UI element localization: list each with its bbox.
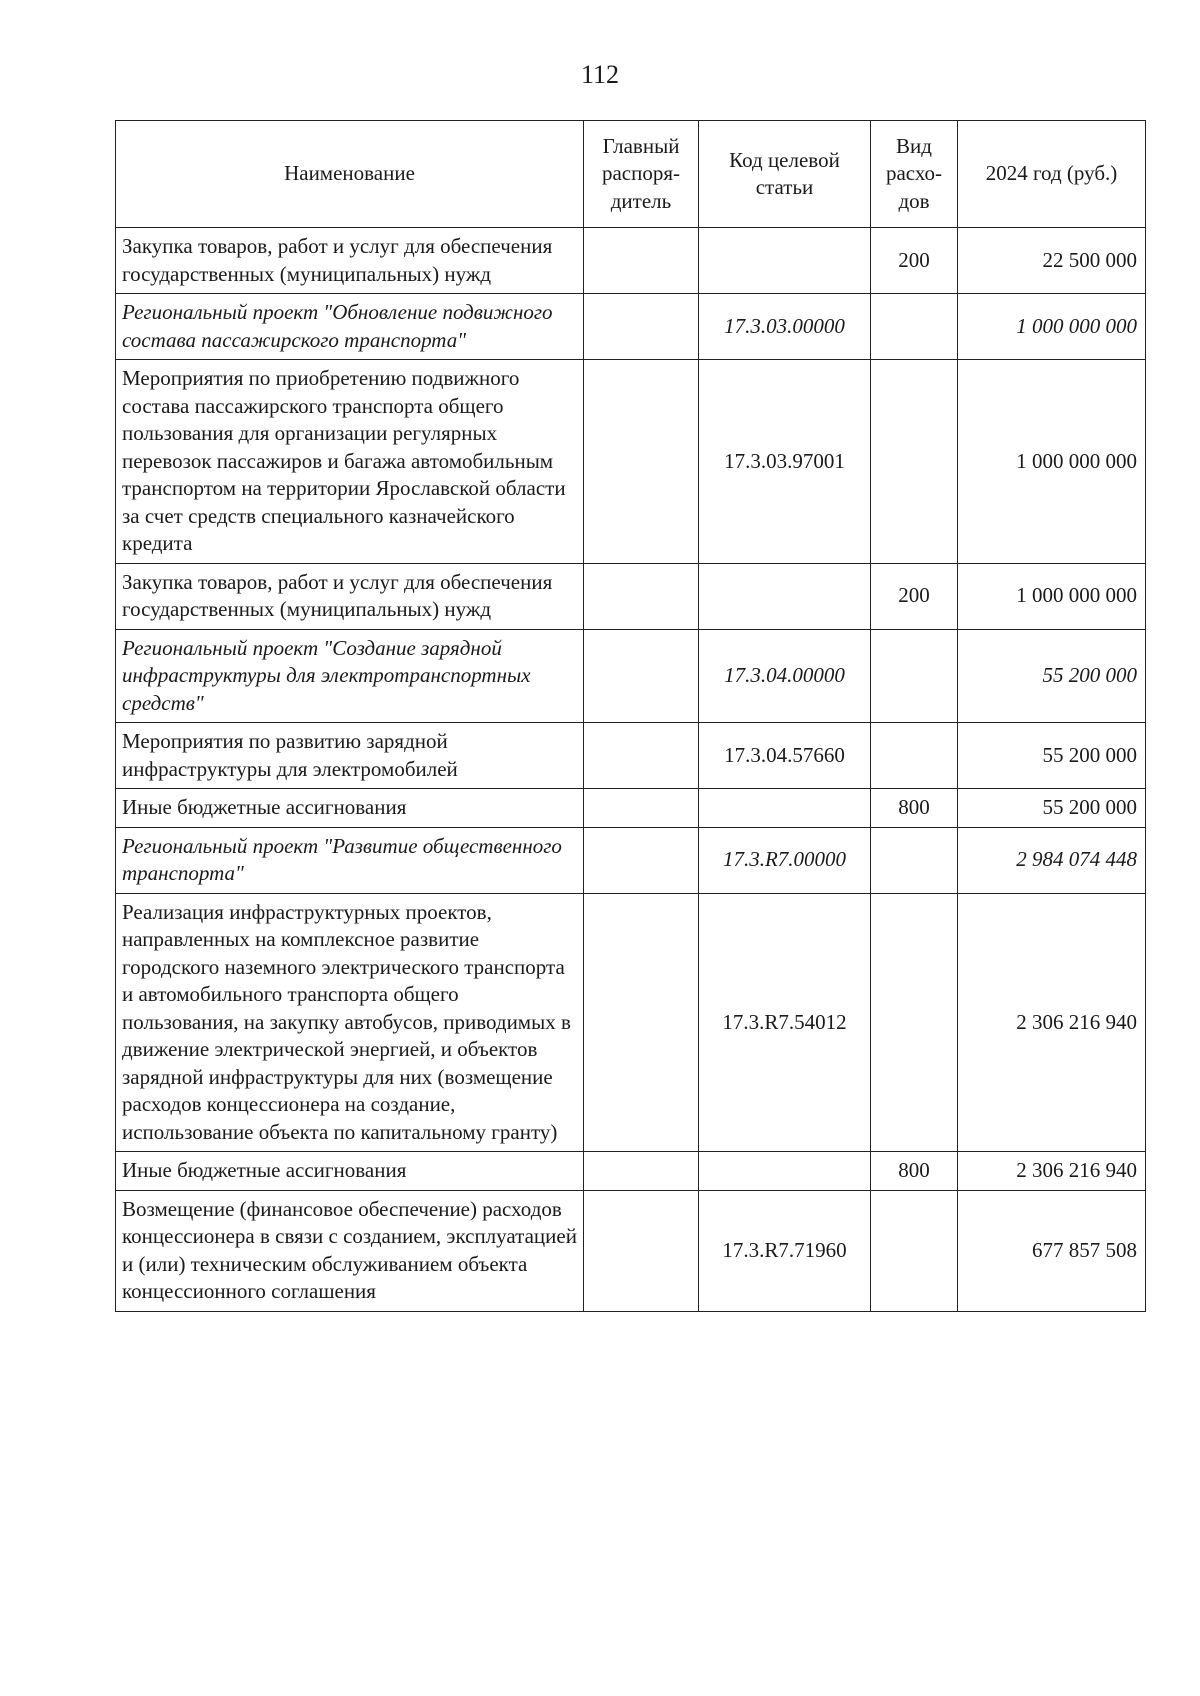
header-expense-type: Вид расхо-дов [871,121,958,228]
table-row [116,563,1146,629]
table-row [116,360,1146,564]
table-header-row [116,121,1146,228]
row-name: Закупка товаров, работ и услуг для обеспечения государственных (муниципальных) нужд [116,228,584,294]
row-main-manager [584,360,699,564]
row-expense-type: 800 [871,789,958,828]
row-main-manager [584,629,699,723]
row-target-code [699,1152,871,1191]
budget-table [115,120,1146,1312]
table-row [116,629,1146,723]
row-name: Мероприятия по развитию зарядной инфраструктуры для электромобилей [116,723,584,789]
table-row [116,228,1146,294]
row-name: Реализация инфраструктурных проектов, направленных на комплексное развитие городского наземного электрического транспорта и автомобильного транспорта общего пользования, на закупку автобусов, приводимых в движение электрической энергией, и объектов зарядной инфраструктуры для них (возмещение расходов концессионера на создание, использование объекта по капитальному гранту) [116,893,584,1152]
row-target-code [699,789,871,828]
row-name: Иные бюджетные ассигнования [116,1152,584,1191]
row-name: Региональный проект "Создание зарядной инфраструктуры для электротранспортных средств" [116,629,584,723]
row-name: Региональный проект "Обновление подвижного состава пассажирского транспорта" [116,294,584,360]
row-amount: 22 500 000 [958,228,1146,294]
row-main-manager [584,827,699,893]
row-main-manager [584,1152,699,1191]
row-amount: 55 200 000 [958,723,1146,789]
row-expense-type: 200 [871,228,958,294]
page-number: 112 [580,60,620,89]
header-main-manager: Главный распоря-дитель [584,121,699,228]
header-target-code: Код целевой статьи [699,121,871,228]
table-row [116,1190,1146,1311]
row-expense-type: 800 [871,1152,958,1191]
table-row [116,1152,1146,1191]
row-expense-type: 200 [871,563,958,629]
row-target-code: 17.3.04.00000 [699,629,871,723]
row-expense-type [871,893,958,1152]
table-row [116,294,1146,360]
row-name: Иные бюджетные ассигнования [116,789,584,828]
row-expense-type [871,1190,958,1311]
row-name: Региональный проект "Развитие общественного транспорта" [116,827,584,893]
row-main-manager [584,893,699,1152]
row-target-code: 17.3.R7.54012 [699,893,871,1152]
row-name: Мероприятия по приобретению подвижного состава пассажирского транспорта общего пользования для организации регулярных перевозок пассажиров и багажа автомобильным транспортом на территории Ярославской области за счет средств специального казначейского кредита [116,360,584,564]
row-expense-type [871,723,958,789]
row-main-manager [584,228,699,294]
row-main-manager [584,294,699,360]
row-target-code: 17.3.R7.00000 [699,827,871,893]
table-row [116,789,1146,828]
row-name: Закупка товаров, работ и услуг для обеспечения государственных (муниципальных) нужд [116,563,584,629]
header-name: Наименование [116,121,584,228]
table-row [116,827,1146,893]
row-amount: 2 306 216 940 [958,1152,1146,1191]
row-name: Возмещение (финансовое обеспечение) расходов концессионера в связи с созданием, эксплуатацией и (или) техническим обслуживанием объекта концессионного соглашения [116,1190,584,1311]
row-target-code [699,563,871,629]
row-expense-type [871,360,958,564]
row-target-code [699,228,871,294]
row-amount: 1 000 000 000 [958,563,1146,629]
table-row [116,723,1146,789]
table-row [116,893,1146,1152]
row-amount: 2 306 216 940 [958,893,1146,1152]
row-amount: 55 200 000 [958,789,1146,828]
row-main-manager [584,1190,699,1311]
row-target-code: 17.3.03.00000 [699,294,871,360]
row-main-manager [584,789,699,828]
row-main-manager [584,723,699,789]
row-amount: 1 000 000 000 [958,294,1146,360]
row-amount: 1 000 000 000 [958,360,1146,564]
row-amount: 55 200 000 [958,629,1146,723]
header-amount-2024: 2024 год (руб.) [958,121,1146,228]
row-amount: 677 857 508 [958,1190,1146,1311]
row-expense-type [871,629,958,723]
row-main-manager [584,563,699,629]
row-amount: 2 984 074 448 [958,827,1146,893]
row-expense-type [871,294,958,360]
row-target-code: 17.3.R7.71960 [699,1190,871,1311]
row-target-code: 17.3.03.97001 [699,360,871,564]
row-expense-type [871,827,958,893]
row-target-code: 17.3.04.57660 [699,723,871,789]
